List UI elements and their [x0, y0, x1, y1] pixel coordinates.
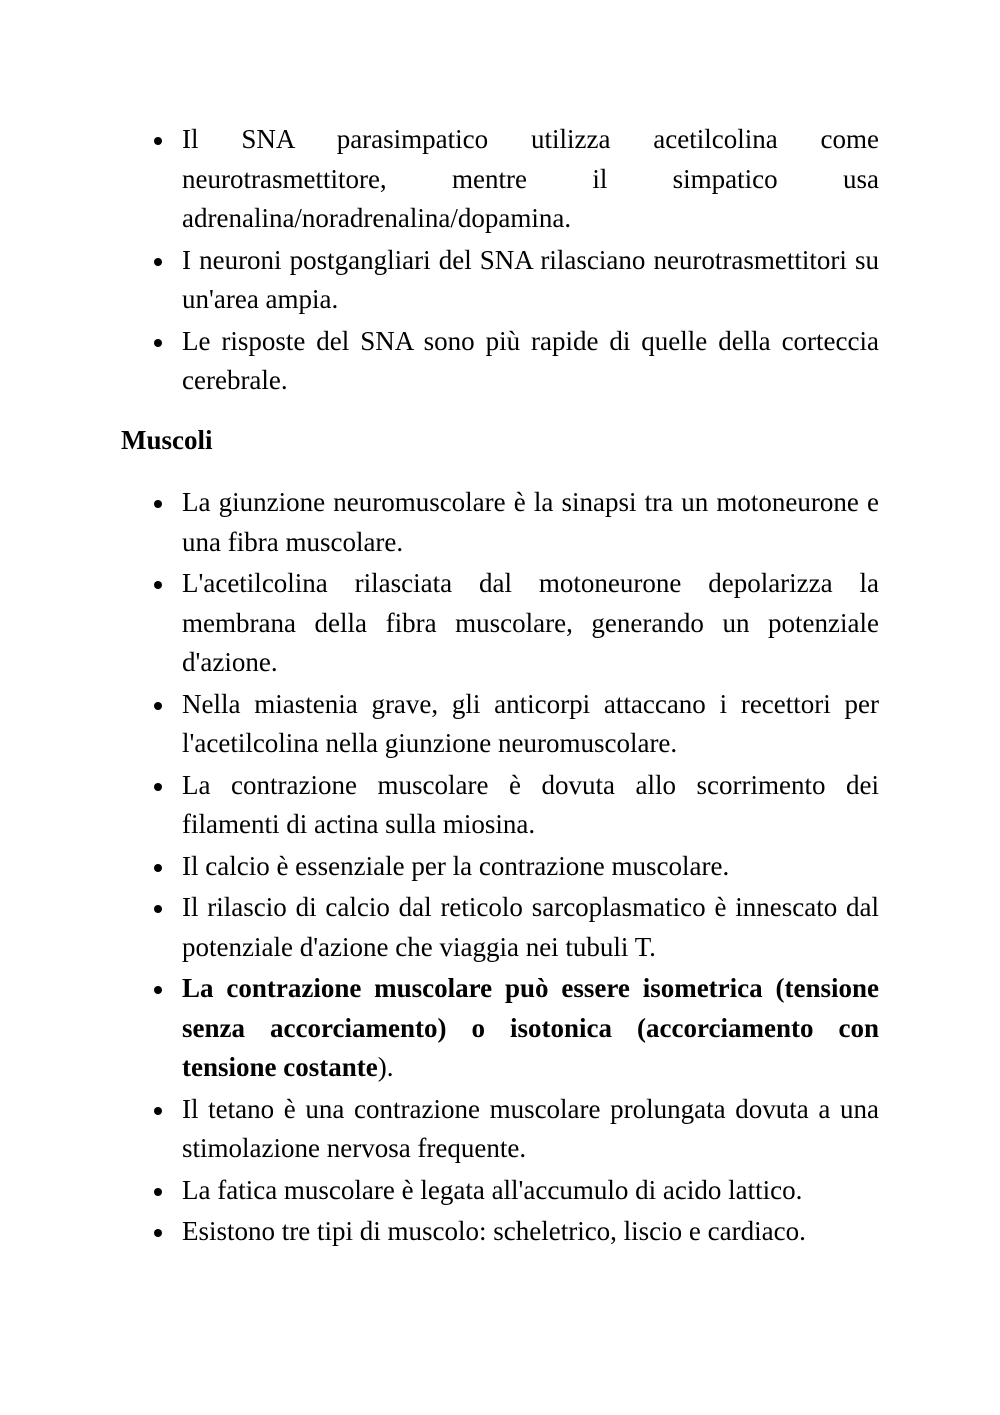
list-item-text: I neuroni postgangliari del SNA rilasciano neurotrasmettitori su un'area ampia. [182, 244, 879, 314]
list-item [121, 1171, 879, 1211]
bullet-icon [154, 500, 162, 508]
section-heading: Muscoli [121, 424, 213, 455]
list-item-text: La giunzione neuromuscolare è la sinapsi tra un motoneurone e una fibra muscolare. [182, 487, 879, 557]
list-item [121, 241, 879, 320]
list-item-text: La contrazione muscolare è dovuta allo scorrimento dei filamenti di actina sulla miosina. [182, 769, 879, 839]
list-item [121, 1212, 879, 1252]
list-item-text: Il SNA parasimpatico utilizza acetilcolina come neurotrasmettitore, mentre il simpatico usa adrenalina/noradrenalina/dopamina. [182, 124, 879, 233]
list-item-text: La fatica muscolare è legata all'accumulo di acido lattico. [182, 1174, 803, 1205]
list-item-text: Nella miastenia grave, gli anticorpi attaccano i recettori per l'acetilcolina nella giunzione neuromuscolare. [182, 688, 879, 758]
list-item [121, 1090, 879, 1169]
bold-statement: La contrazione muscolare può essere isometrica (tensione senza accorciamento) o isotonica (accorciamento con tensione costante [182, 973, 879, 1082]
list-item [121, 766, 879, 845]
bullet-icon [154, 783, 162, 791]
list-item [121, 564, 879, 683]
bullet-icon [154, 258, 162, 266]
bullet-icon [154, 339, 162, 347]
bullet-icon [154, 581, 162, 589]
list-item-text: Il tetano è una contrazione muscolare prolungata dovuta a una stimolazione nervosa frequente. [182, 1093, 879, 1163]
bullet-icon [154, 1188, 162, 1196]
list-item [121, 483, 879, 562]
bold-statement-tail: ). [377, 1052, 394, 1082]
list-item [121, 322, 879, 401]
list-item-text: Esistono tre tipi di muscolo: scheletrico, liscio e cardiaco. [182, 1216, 806, 1246]
list-item [121, 685, 879, 764]
list-item-bold [121, 969, 879, 1088]
list-item-text: Le risposte del SNA sono più rapide di quelle della corteccia cerebrale. [182, 325, 879, 395]
bullet-icon [154, 905, 162, 913]
bullet-icon [154, 702, 162, 710]
list-item-text: Il rilascio di calcio dal reticolo sarcoplasmatico è innescato dal potenziale d'azione che viaggia nei tubuli T. [182, 892, 879, 962]
list-item [121, 888, 879, 967]
list-item-text: Il calcio è essenziale per la contrazione muscolare. [182, 850, 730, 881]
bullet-icon [154, 864, 162, 872]
bullet-list-sna [121, 120, 879, 401]
list-item-text: L'acetilcolina rilasciata dal motoneurone depolarizza la membrana della fibra muscolare, generando un potenziale d'azione. [182, 568, 879, 677]
bullet-list-muscoli [121, 483, 879, 1252]
bullet-icon [154, 137, 162, 145]
list-item [121, 847, 879, 887]
list-item [121, 120, 879, 239]
bullet-icon [154, 1107, 162, 1115]
bullet-icon [154, 1229, 162, 1237]
bullet-icon [154, 986, 162, 994]
